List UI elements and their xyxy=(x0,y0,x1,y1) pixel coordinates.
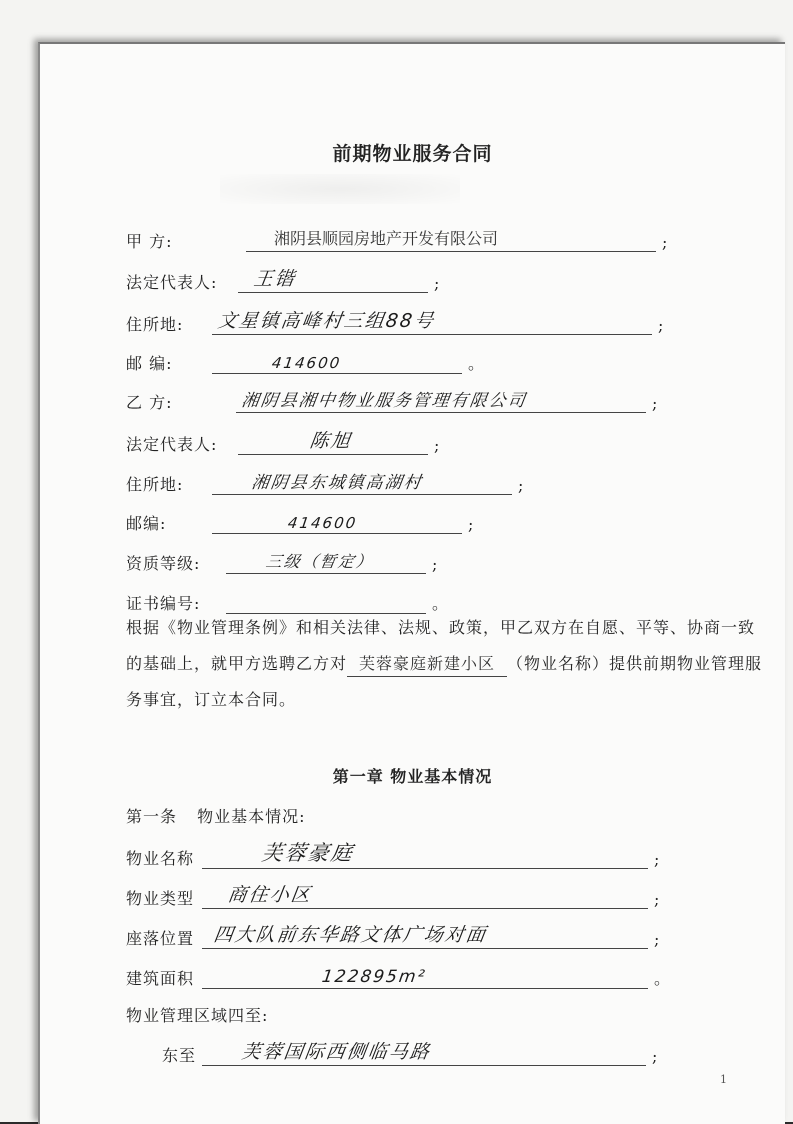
property-area-row xyxy=(126,959,670,989)
article-heading xyxy=(126,804,306,827)
semicolon: ; xyxy=(654,930,660,949)
boundary-row xyxy=(126,996,268,1026)
party-b-address: 湘阴县东城镇高湖村 xyxy=(250,473,425,493)
east-boundary-row xyxy=(162,1036,657,1066)
party-a-row xyxy=(126,222,667,252)
semicolon: ; xyxy=(652,394,658,413)
party-a-rep-field xyxy=(238,266,428,293)
party-a-address-row xyxy=(126,305,663,335)
semicolon: ; xyxy=(434,274,440,293)
property-name: 芙蓉豪庭 xyxy=(260,841,356,865)
semicolon: ; xyxy=(468,515,474,534)
property-type-label: 物业类型 xyxy=(126,889,195,908)
party-b-rep: 陈旭 xyxy=(308,430,354,452)
property-type-row xyxy=(126,879,659,909)
party-a-address: 文星镇高峰村三组88号 xyxy=(216,310,437,332)
period: 。 xyxy=(654,969,671,988)
party-b-row xyxy=(126,383,657,413)
party-a-postcode-field xyxy=(212,347,462,374)
property-name-field xyxy=(202,842,648,869)
boundary-label: 物业管理区域四至: xyxy=(126,1006,269,1025)
party-b-postcode-label: 邮编: xyxy=(126,514,167,533)
party-a-rep-label: 法定代表人: xyxy=(126,273,218,292)
period: 。 xyxy=(432,594,449,613)
semicolon: ; xyxy=(652,1047,658,1066)
semicolon: ; xyxy=(654,850,660,869)
party-b-certificate-label: 证书编号: xyxy=(126,594,201,613)
party-b-postcode-row xyxy=(126,504,473,534)
party-a-name-field xyxy=(246,225,656,252)
party-b-qualification-field xyxy=(226,547,426,574)
chapter-title: 第一章 物业基本情况 xyxy=(332,767,493,786)
period: 。 xyxy=(468,354,485,373)
page-number: 1 xyxy=(720,1073,727,1086)
semicolon: ; xyxy=(432,555,438,574)
party-a-address-label: 住所地: xyxy=(126,315,184,334)
party-b-rep-row xyxy=(126,425,439,455)
east-boundary-label: 东至 xyxy=(162,1046,197,1065)
party-a-postcode-row xyxy=(126,344,484,374)
party-b-postcode: 414600 xyxy=(286,514,359,532)
party-a-rep-row xyxy=(126,263,439,293)
party-b-rep-label: 法定代表人: xyxy=(126,435,218,454)
property-area-label: 建筑面积 xyxy=(126,969,195,988)
party-a-name: 湘阴县顺园房地产开发有限公司 xyxy=(274,229,499,248)
party-a-address-field xyxy=(212,308,652,335)
semicolon: ; xyxy=(518,476,524,495)
property-location: 四大队前东华路文体广场对面 xyxy=(212,924,489,946)
party-a-postcode-label: 邮 编: xyxy=(126,354,173,373)
party-b-label: 乙 方: xyxy=(126,393,173,412)
east-boundary: 芙蓉国际西侧临马路 xyxy=(240,1041,433,1063)
property-name-inline: 芙蓉豪庭新建小区 xyxy=(347,652,507,677)
intro-text-2: （物业名称）提供前期物业管理服务事宜，订立本合同。 xyxy=(126,654,763,709)
party-a-rep: 王锴 xyxy=(252,268,298,290)
party-b-address-row xyxy=(126,465,523,495)
document-title: 前期物业服务合同 xyxy=(332,143,493,165)
article-number: 第一条 xyxy=(126,807,178,826)
property-area: 122895m² xyxy=(320,967,428,987)
party-b-qualification-label: 资质等级: xyxy=(126,554,201,573)
property-type-field xyxy=(202,882,648,909)
party-b-name: 湘阴县湘中物业服务管理有限公司 xyxy=(240,391,529,411)
party-a-postcode: 414600 xyxy=(270,354,343,372)
east-boundary-field xyxy=(202,1039,646,1066)
party-b-rep-field xyxy=(238,428,428,455)
party-b-qualification: 三级（暂定） xyxy=(264,552,376,571)
semicolon: ; xyxy=(658,316,664,335)
contract-page xyxy=(38,42,785,1124)
intro-text-1: 根据《物业管理条例》和相关法律、法规、政策，甲乙双方在自愿、平等、协商一致的基础上，就甲方选聘乙方对 xyxy=(126,618,756,673)
semicolon: ; xyxy=(434,436,440,455)
semicolon: ; xyxy=(654,890,660,909)
property-type: 商住小区 xyxy=(226,884,314,906)
property-location-row xyxy=(126,919,659,949)
semicolon: ; xyxy=(662,233,668,252)
property-location-label: 座落位置 xyxy=(126,929,195,948)
property-name-row xyxy=(126,839,659,869)
intro-paragraph xyxy=(126,610,766,718)
party-a-label: 甲 方: xyxy=(126,232,173,251)
property-area-field xyxy=(202,962,648,989)
party-b-address-label: 住所地: xyxy=(126,475,184,494)
party-b-name-field xyxy=(236,386,646,413)
scan-smudge xyxy=(220,174,460,204)
party-b-qualification-row xyxy=(126,544,437,574)
party-b-address-field xyxy=(212,468,512,495)
property-location-field xyxy=(202,922,648,949)
property-name-label: 物业名称 xyxy=(126,849,195,868)
article-heading-text: 物业基本情况: xyxy=(197,807,306,826)
party-b-postcode-field xyxy=(212,507,462,534)
